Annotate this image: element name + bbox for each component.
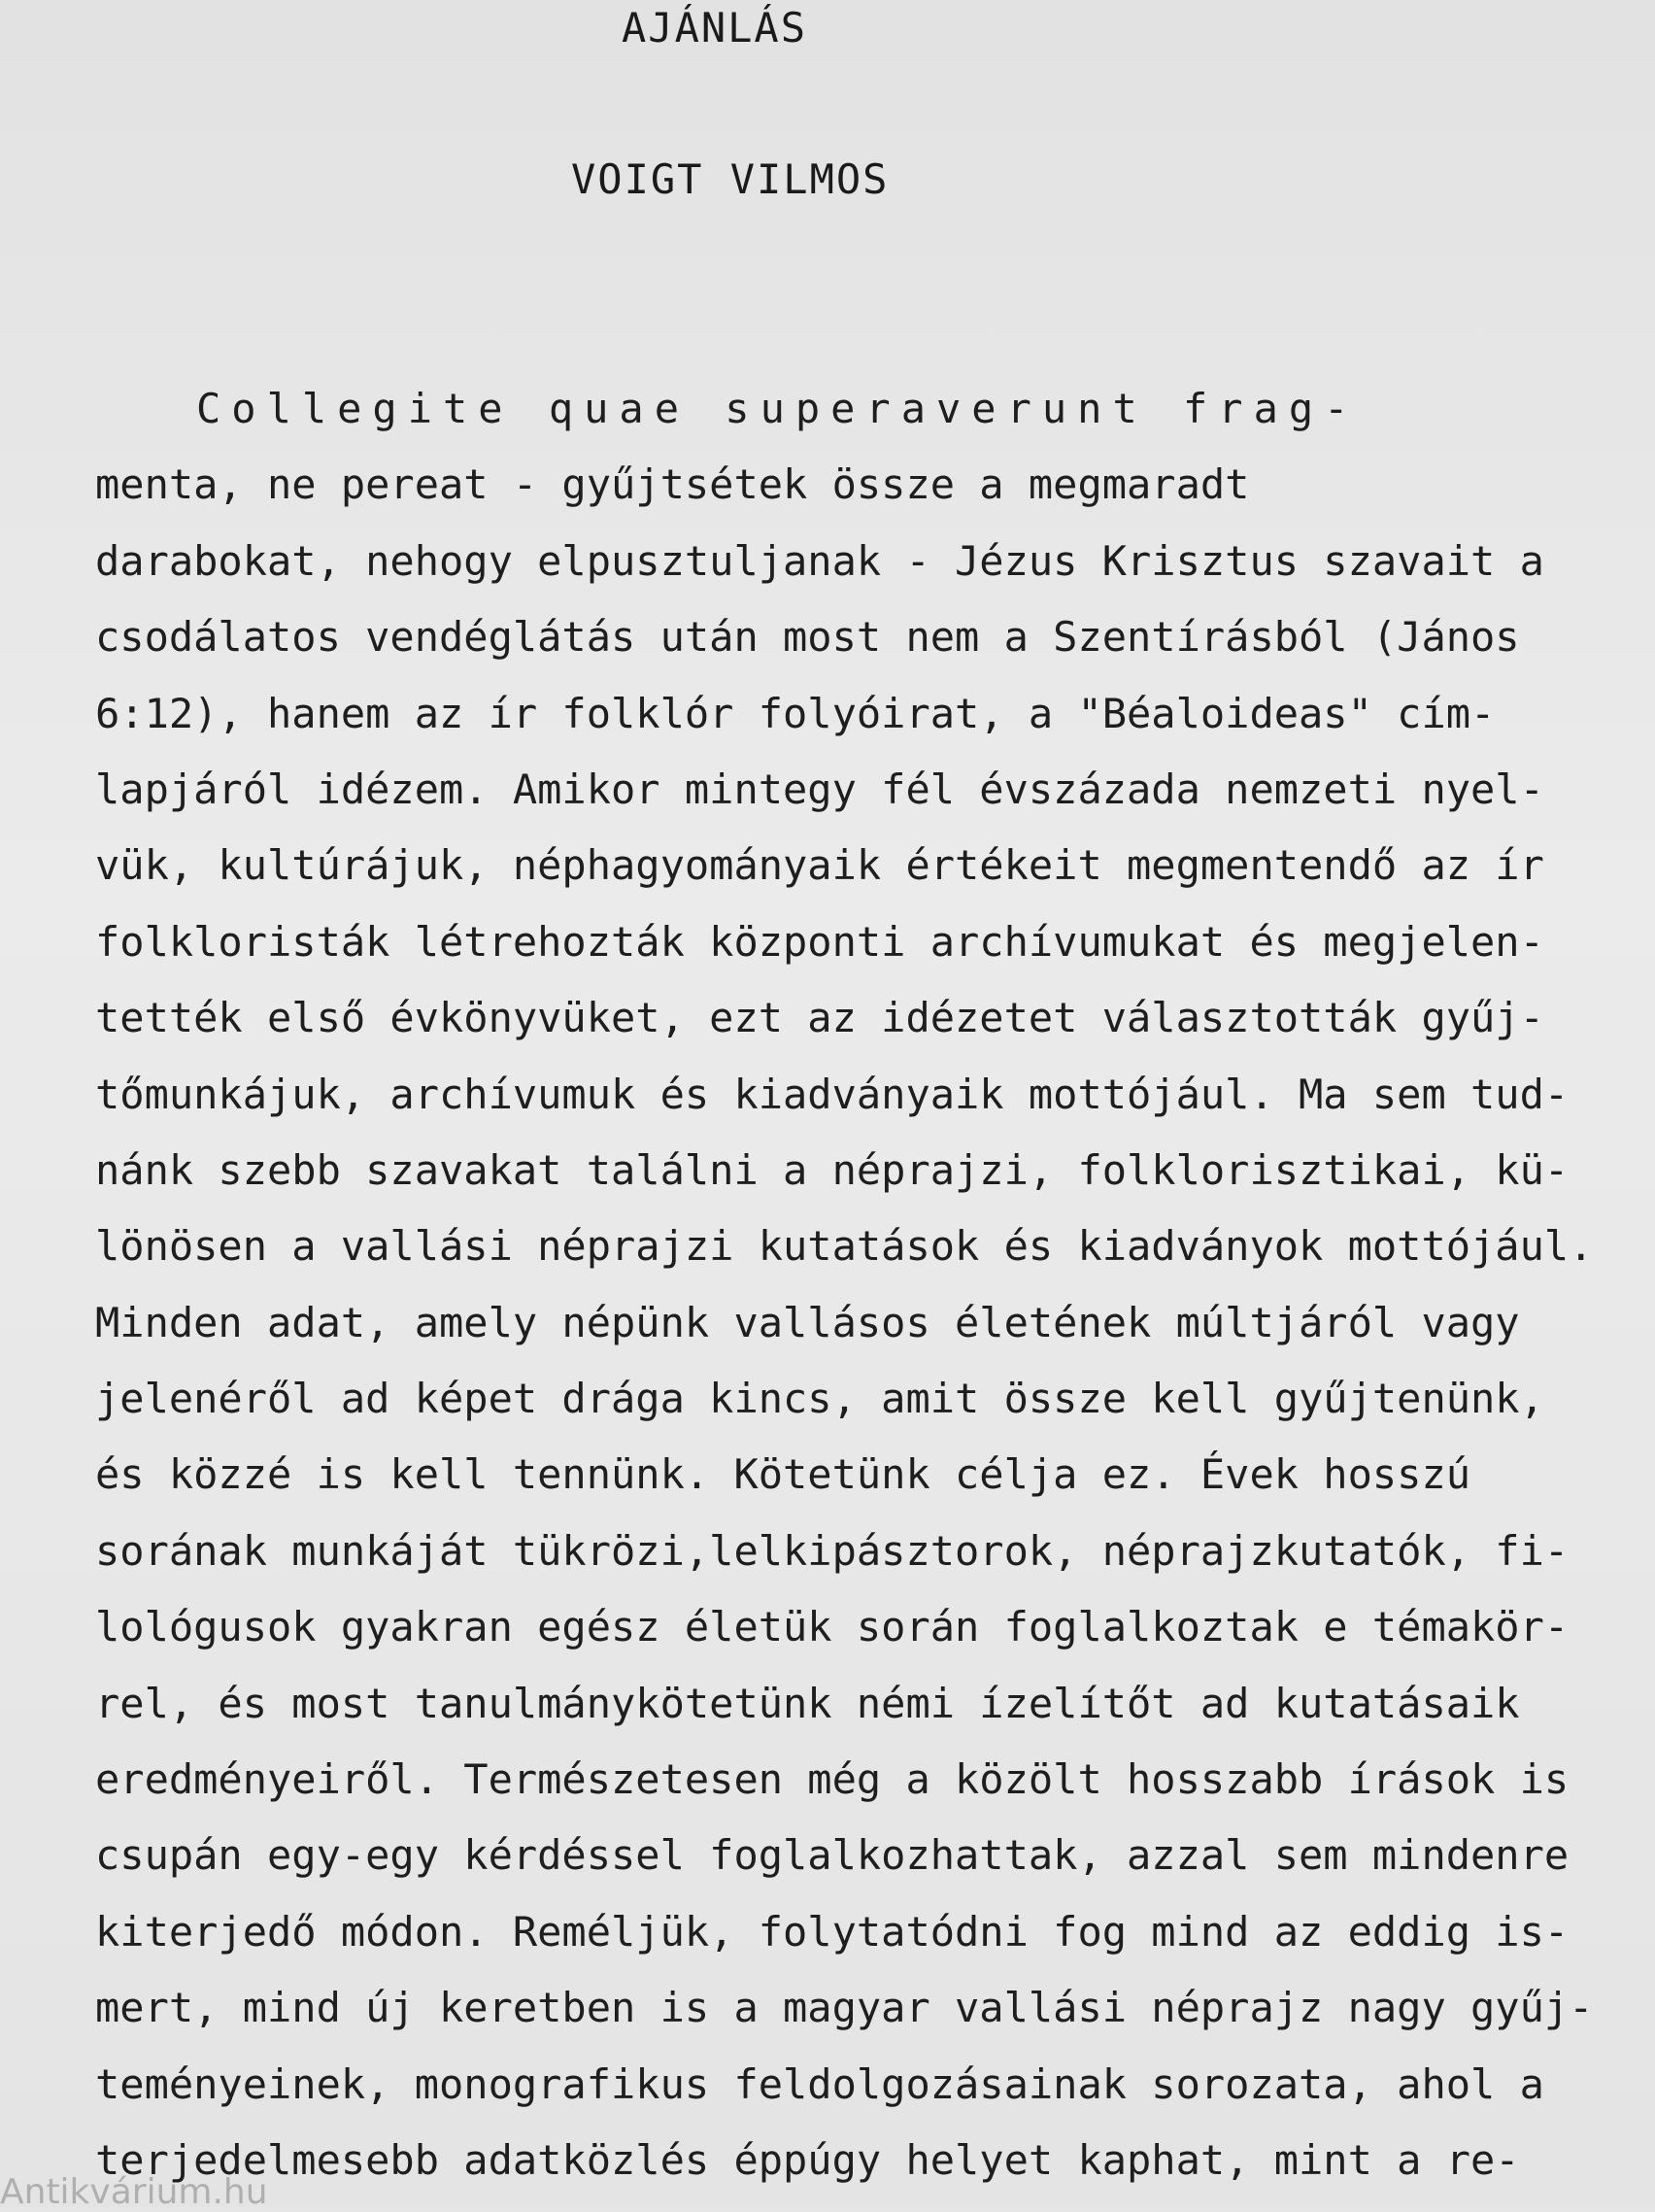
text-line: és közzé is kell tennünk. Kötetünk célja ez. Évek hosszú xyxy=(95,1450,1471,1499)
text-line: csodálatos vendéglátás után most nem a Szentírásból (János xyxy=(95,613,1520,662)
text-line: terjedelmesebb adatközlés éppúgy helyet kaphat, mint a re- xyxy=(95,2135,1520,2184)
body-text xyxy=(95,371,1610,2198)
text-line: lológusok gyakran egész életük során foglalkoztak e témakör- xyxy=(95,1603,1570,1651)
watermark: Antikvárium.hu xyxy=(0,2172,268,2212)
text-line: nánk szebb szavakat találni a néprajzi, folklorisztikai, kü- xyxy=(95,1145,1570,1194)
text-line: menta, ne pereat - gyűjtsétek össze a megmaradt xyxy=(95,460,1250,509)
text-line: 6:12), hanem az ír folklór folyóirat, a "Béaloideas" cím- xyxy=(95,689,1496,737)
text-line: csupán egy-egy kérdéssel foglalkozhattak, azzal sem mindenre xyxy=(95,1831,1570,1880)
text-line: sorának munkáját tükrözi,lelkipásztorok, néprajzkutatók, fi- xyxy=(95,1526,1570,1575)
author-name: VOIGT VILMOS xyxy=(571,155,890,203)
text-line: tőmunkájuk, archívumuk és kiadványaik mottójául. Ma sem tud- xyxy=(95,1070,1570,1118)
text-line: rel, és most tanulmánykötetünk némi ízelítőt ad kutatásaik xyxy=(95,1679,1520,1727)
text-line: teményeinek, monografikus feldolgozásainak sorozata, ahol a xyxy=(95,2059,1544,2108)
text-line: darabokat, nehogy elpusztuljanak - Jézus Krisztus szavait a xyxy=(95,536,1544,585)
text-line: tették első évkönyvüket, ezt az idézetet választották gyűj- xyxy=(95,994,1544,1042)
document-title: AJÁNLÁS xyxy=(622,4,808,51)
text-line: lapjáról idézem. Amikor mintegy fél évszázada nemzeti nyel- xyxy=(95,765,1544,813)
text-line: kiterjedő módon. Reméljük, folytatódni fog mind az eddig is- xyxy=(95,1907,1570,1956)
text-line: folkloristák létrehozták központi archívumukat és megjelen- xyxy=(95,917,1544,966)
text-line: eredményeiről. Természetesen még a közölt hosszabb írások is xyxy=(95,1755,1570,1804)
text-line: lönösen a vallási néprajzi kutatások és kiadványok mottójául. xyxy=(95,1222,1594,1271)
text-line: vük, kultúrájuk, néphagyományaik értékeit megmentendő az ír xyxy=(95,841,1544,890)
text-line: Minden adat, amely népünk vallásos életének múltjáról vagy xyxy=(95,1298,1520,1346)
text-line: Collegite quae superaverunt frag- xyxy=(196,385,1360,432)
text-line: mert, mind új keretben is a magyar vallási néprajz nagy gyűj- xyxy=(95,1984,1594,2032)
text-line: jelenéről ad képet drága kincs, amit össze kell gyűjtenünk, xyxy=(95,1375,1544,1423)
